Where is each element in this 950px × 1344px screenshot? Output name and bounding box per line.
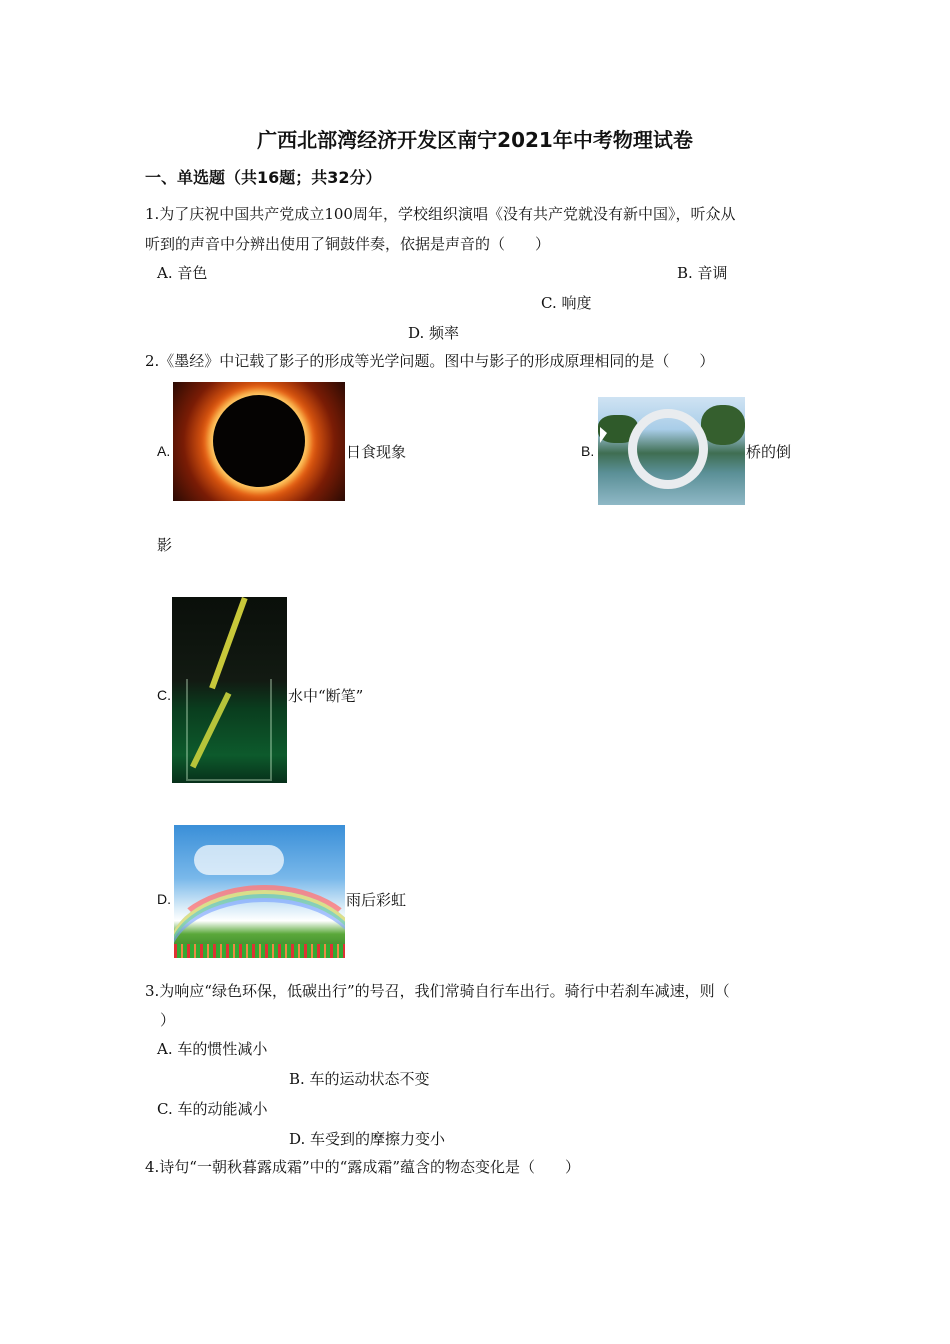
question-3-option-d: D. 车受到的摩擦力变小 <box>289 1130 446 1148</box>
question-3-option-a: A. 车的惯性减小 <box>157 1040 268 1058</box>
question-2-option-d-label: D. <box>157 891 171 907</box>
question-1-option-b: B. 音调 <box>677 264 728 282</box>
question-3-line-1: 3.为响应“绿色环保，低碳出行”的号召，我们常骑自行车出行。骑行中若刹车减速，则（ <box>145 982 730 1000</box>
rainbow-image <box>174 825 345 958</box>
question-2-option-c-label: C. <box>157 687 171 703</box>
section-heading: 一、单选题（共16题；共32分） <box>145 168 382 187</box>
pencil-in-water-image <box>172 597 287 783</box>
question-2-option-b-label: B. <box>581 443 595 459</box>
question-2-option-c-text: 水中“断笔” <box>288 687 364 705</box>
mouse-pointer-icon <box>600 427 607 443</box>
question-2-option-a-label: A. <box>157 443 171 459</box>
page-title: 广西北部湾经济开发区南宁2021年中考物理试卷 <box>257 128 693 152</box>
question-1-line-2: 听到的声音中分辨出使用了铜鼓伴奏，依据是声音的（ ） <box>145 235 551 253</box>
question-2-option-d-text: 雨后彩虹 <box>346 891 407 909</box>
question-1-option-c: C. 响度 <box>541 294 592 312</box>
question-3-option-b: B. 车的运动状态不变 <box>289 1070 430 1088</box>
question-2-option-a-text: 日食现象 <box>346 443 407 461</box>
bridge-reflection-image <box>598 397 745 505</box>
question-2-line-1: 2.《墨经》中记载了影子的形成等光学问题。图中与影子的形成原理相同的是（ ） <box>145 352 715 370</box>
question-2-option-b-text: 桥的倒 <box>746 443 792 461</box>
solar-eclipse-image <box>173 382 345 501</box>
question-4-line-1: 4.诗句“一朝秋暮露成霜”中的“露成霜”蕴含的物态变化是（ ） <box>145 1158 580 1176</box>
question-1-option-d: D. 频率 <box>408 324 460 342</box>
question-3-line-2: ） <box>160 1011 176 1029</box>
question-3-option-c: C. 车的动能减小 <box>157 1100 268 1118</box>
question-2-option-b-text-wrap: 影 <box>157 536 173 554</box>
question-1-option-a: A. 音色 <box>157 264 208 282</box>
question-1-line-1: 1.为了庆祝中国共产党成立100周年，学校组织演唱《没有共产党就没有新中国》，听众从 <box>145 205 736 223</box>
moon-disc <box>213 395 305 487</box>
